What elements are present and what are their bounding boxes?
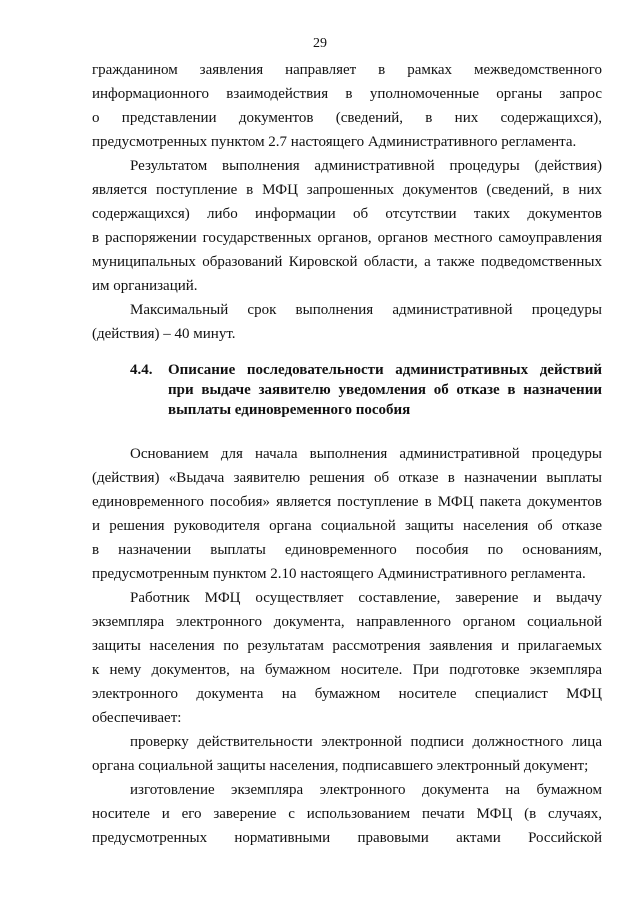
- section-number: 4.4.: [130, 362, 153, 378]
- text-line: информационного взаимодействия в уполномоченные органы запрос: [92, 86, 602, 102]
- text-line: Результатом выполнения административной процедуры (действия): [130, 158, 602, 174]
- text-line: экземпляра электронного документа, направленного органом социальной: [92, 614, 602, 630]
- page-number: 29: [313, 36, 327, 51]
- text-line: в распоряжении государственных органов, органов местного самоуправления: [92, 230, 602, 246]
- heading-line: выплаты единовременного пособия: [168, 402, 411, 418]
- text-line: муниципальных образований Кировской области, а также подведомственных: [92, 254, 602, 270]
- text-line: им организаций.: [92, 278, 198, 294]
- text-line: к нему документов, на бумажном носителе. При подготовке экземпляра: [92, 662, 602, 678]
- text-line: проверку действительности электронной подписи должностного лица: [130, 734, 602, 750]
- text-line: содержащихся) либо информации об отсутствии таких документов: [92, 206, 602, 222]
- text-line: защиты населения по результатам рассмотрения заявления и прилагаемых: [92, 638, 602, 654]
- text-line: Работник МФЦ осуществляет составление, заверение и выдачу: [130, 590, 602, 606]
- text-line: носителе и его заверение с использованием печати МФЦ (в случаях,: [92, 806, 602, 822]
- text-line: (действия) – 40 минут.: [92, 326, 236, 342]
- text-line: органа социальной защиты населения, подписавшего электронный документ;: [92, 758, 589, 774]
- text-line: электронного документа на бумажном носителе специалист МФЦ: [92, 686, 602, 702]
- text-line: предусмотренных пунктом 2.7 настоящего Административного регламента.: [92, 134, 577, 150]
- heading-line: Описание последовательности административных действий: [168, 362, 602, 378]
- text-line: Максимальный срок выполнения административной процедуры: [130, 302, 602, 318]
- heading-line: при выдаче заявителю уведомления об отказе в назначении: [168, 382, 602, 398]
- text-line: изготовление экземпляра электронного документа на бумажном: [130, 782, 602, 798]
- text-line: единовременного пособия» является поступление в МФЦ пакета документов: [92, 494, 602, 510]
- text-line: в назначении выплаты единовременного пособия по основаниям,: [92, 542, 602, 558]
- text-line: предусмотренным пунктом 2.10 настоящего Административного регламента.: [92, 566, 586, 582]
- text-line: о представлении документов (сведений, в них содержащихся),: [92, 110, 602, 126]
- text-line: является поступление в МФЦ запрошенных документов (сведений, в них: [92, 182, 602, 198]
- text-line: и решения руководителя органа социальной защиты населения об отказе: [92, 518, 602, 534]
- text-line: (действия) «Выдача заявителю решения об отказе в назначении выплаты: [92, 470, 602, 486]
- text-line: Основанием для начала выполнения административной процедуры: [130, 446, 602, 462]
- text-line: гражданином заявления направляет в рамках межведомственного: [92, 62, 602, 78]
- text-line: обеспечивает:: [92, 710, 182, 726]
- text-line: предусмотренных нормативными правовыми актами Российской: [92, 830, 602, 846]
